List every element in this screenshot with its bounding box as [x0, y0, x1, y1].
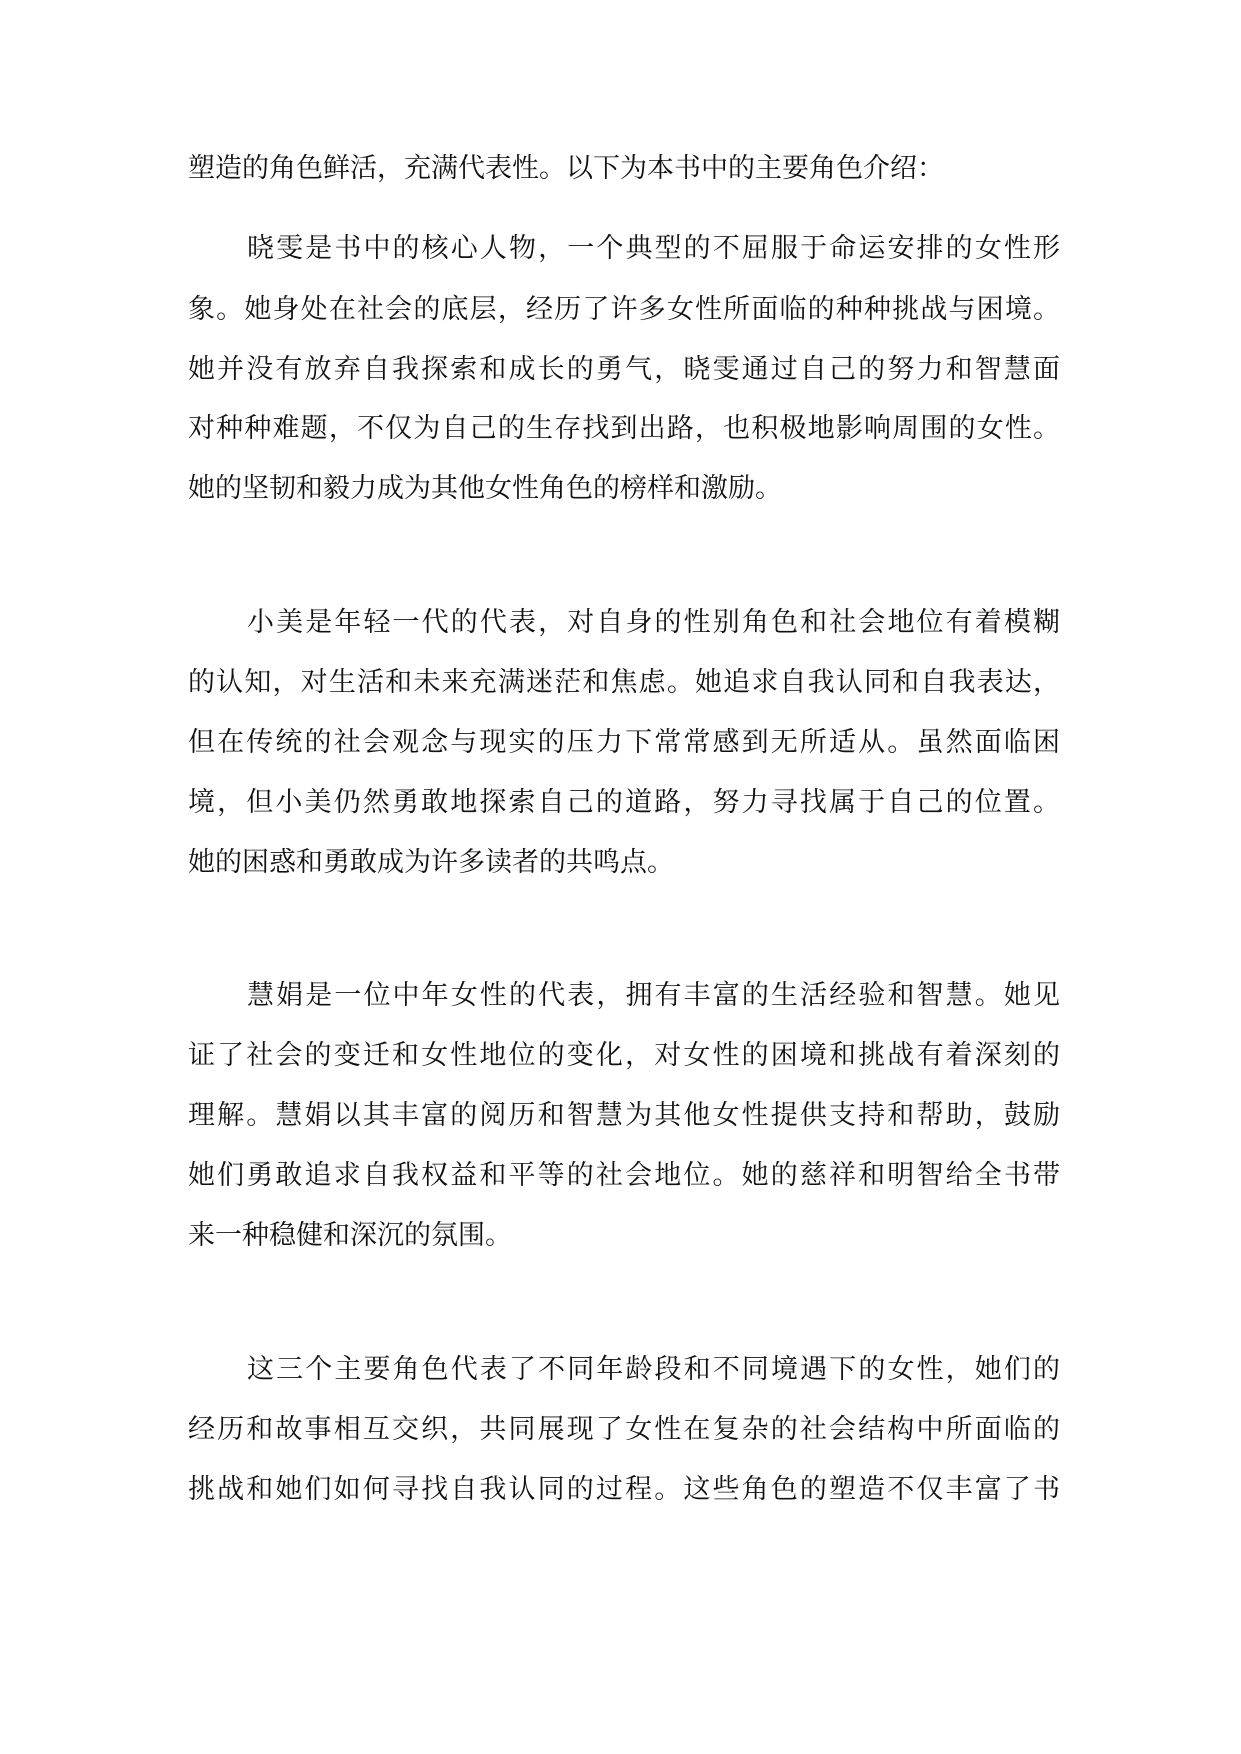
text-line: 她并没有放弃自我探索和成长的勇气，晓雯通过自己的努力和智慧面	[188, 354, 1060, 385]
text-line: 挑战和她们如何寻找自我认同的过程。这些角色的塑造不仅丰富了书	[188, 1474, 1060, 1505]
text-line: 这三个主要角色代表了不同年龄段和不同境遇下的女性，她们的	[247, 1354, 1060, 1385]
text-line: 对种种难题，不仅为自己的生存找到出路，也积极地影响周围的女性。	[188, 413, 1060, 444]
text-line: 她的坚韧和毅力成为其他女性角色的榜样和激励。	[188, 473, 782, 504]
text-line: 她们勇敢追求自我权益和平等的社会地位。她的慈祥和明智给全书带	[188, 1160, 1060, 1191]
text-line: 象。她身处在社会的底层，经历了许多女性所面临的种种挑战与困境。	[188, 294, 1060, 325]
text-line: 经历和故事相互交织，共同展现了女性在复杂的社会结构中所面临的	[188, 1414, 1060, 1445]
text-line: 但在传统的社会观念与现实的压力下常常感到无所适从。虽然面临困	[188, 727, 1060, 758]
text-line: 理解。慧娟以其丰富的阅历和智慧为其他女性提供支持和帮助，鼓励	[188, 1100, 1060, 1131]
text-line: 来一种稳健和深沉的氛围。	[188, 1220, 512, 1251]
text-line: 证了社会的变迁和女性地位的变化，对女性的困境和挑战有着深刻的	[188, 1040, 1060, 1071]
text-line: 塑造的角色鲜活，充满代表性。以下为本书中的主要角色介绍：	[188, 153, 944, 184]
text-line: 的认知，对生活和未来充满迷茫和焦虑。她追求自我认同和自我表达，	[188, 667, 1060, 698]
text-line: 小美是年轻一代的代表，对自身的性别角色和社会地位有着模糊	[247, 607, 1060, 638]
text-line: 晓雯是书中的核心人物，一个典型的不屈服于命运安排的女性形	[247, 233, 1060, 264]
text-line: 慧娟是一位中年女性的代表，拥有丰富的生活经验和智慧。她见	[247, 980, 1060, 1011]
text-line: 境，但小美仍然勇敢地探索自己的道路，努力寻找属于自己的位置。	[188, 787, 1060, 818]
text-line: 她的困惑和勇敢成为许多读者的共鸣点。	[188, 847, 674, 878]
